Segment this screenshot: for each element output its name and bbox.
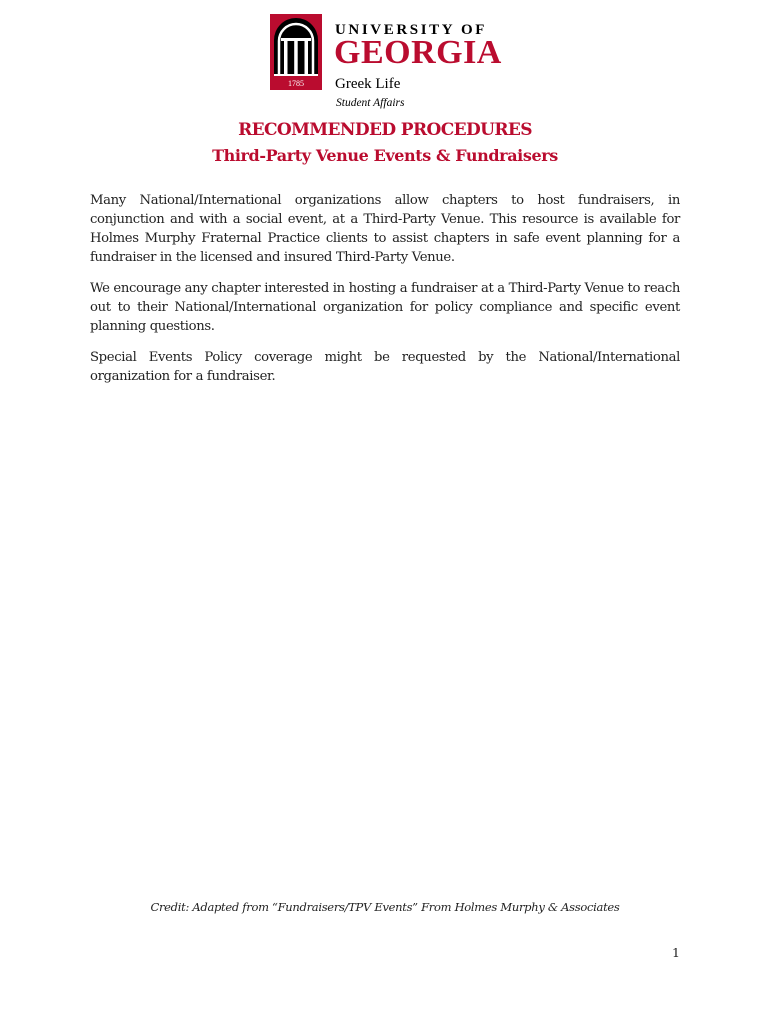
logo-year: 1785 xyxy=(288,79,304,88)
body-paragraph: Special Events Policy coverage might be requested by the National/International organization for a fundraiser. xyxy=(90,350,680,384)
page-number: 1 xyxy=(672,945,680,960)
uga-greek-life-logo xyxy=(270,14,502,114)
body-paragraph: We encourage any chapter interested in hosting a fundraiser at a Third-Party Venue to reach out to their National/International organization for policy compliance and specific event planning questions. xyxy=(90,281,681,334)
body-paragraph: Many National/International organizations allow chapters to host fundraisers, in conjunction and with a social event, at a Third-Party Venue. This resource is available for Holmes Murphy Fraternal Practice clients to assist chapters in safe event planning for a fundraiser in the licensed and insured Third-Party Venue. xyxy=(90,193,680,265)
page-subtitle: Third-Party Venue Events & Fundraisers xyxy=(212,146,558,165)
logo-greek-life: Greek Life xyxy=(335,76,401,92)
credit-note: Credit: Adapted from “Fundraisers/TPV Events” From Holmes Murphy & Associates xyxy=(150,900,620,914)
logo-student-affairs: Student Affairs xyxy=(336,97,405,109)
logo-georgia: GEORGIA xyxy=(334,34,502,71)
page-title: RECOMMENDED PROCEDURES xyxy=(238,120,532,140)
document-body xyxy=(90,191,680,398)
logo-university-of: UNIVERSITY OF xyxy=(335,22,488,38)
arch-icon xyxy=(270,14,332,92)
